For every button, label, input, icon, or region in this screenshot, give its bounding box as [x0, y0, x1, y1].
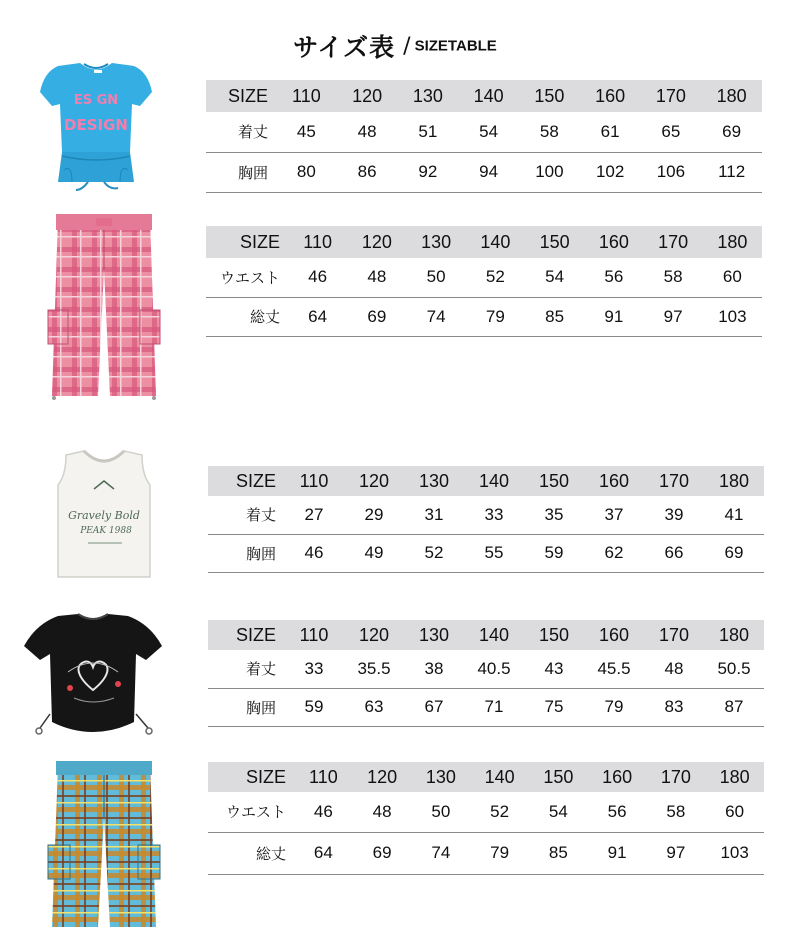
value-cell: 52 [470, 792, 529, 832]
value-cell: 37 [584, 496, 644, 534]
size-table-4 [208, 620, 764, 727]
value-cell: 54 [525, 258, 584, 297]
value-cell: 31 [404, 496, 464, 534]
value-cell: 46 [294, 792, 353, 832]
size-cell: 140 [458, 80, 519, 112]
size-cell: 180 [705, 762, 764, 792]
size-cell: 120 [353, 762, 412, 792]
size-header: SIZE [206, 80, 276, 112]
value-cell: 64 [288, 297, 347, 336]
size-cell: 130 [407, 226, 466, 258]
value-cell: 39 [644, 496, 704, 534]
value-cell: 56 [584, 258, 643, 297]
row-label: 胸囲 [208, 534, 284, 572]
value-cell: 112 [701, 152, 762, 192]
title-separator: / [403, 33, 411, 59]
table-row [206, 152, 762, 192]
value-cell: 48 [347, 258, 406, 297]
value-cell: 79 [584, 688, 644, 726]
blue-sleeveless-top-icon [32, 60, 160, 195]
size-cell: 110 [284, 466, 344, 496]
value-cell: 91 [588, 832, 647, 874]
value-cell: 69 [347, 297, 406, 336]
table-header-row [208, 466, 764, 496]
value-cell: 51 [398, 112, 459, 152]
black-heart-tshirt-icon [18, 610, 168, 745]
value-cell: 69 [353, 832, 412, 874]
size-cell: 180 [704, 620, 764, 650]
value-cell: 83 [644, 688, 704, 726]
value-cell: 38 [404, 650, 464, 688]
size-cell: 120 [344, 620, 404, 650]
size-cell: 170 [644, 226, 703, 258]
value-cell: 45.5 [584, 650, 644, 688]
value-cell: 60 [705, 792, 764, 832]
value-cell: 67 [404, 688, 464, 726]
value-cell: 58 [519, 112, 580, 152]
value-cell: 46 [288, 258, 347, 297]
size-cell: 140 [470, 762, 529, 792]
size-cell: 160 [584, 620, 644, 650]
tank-print-line1: Gravely Bold [68, 509, 140, 522]
value-cell: 48 [644, 650, 704, 688]
size-cell: 120 [337, 80, 398, 112]
value-cell: 50 [412, 792, 471, 832]
size-cell: 170 [647, 762, 706, 792]
value-cell: 94 [458, 152, 519, 192]
size-cell: 160 [584, 226, 643, 258]
top-print-line1: ES GN [73, 93, 119, 108]
size-header: SIZE [208, 620, 284, 650]
value-cell: 49 [344, 534, 404, 572]
size-cell: 160 [584, 466, 644, 496]
value-cell: 97 [647, 832, 706, 874]
size-header: SIZE [208, 762, 294, 792]
table-row [208, 832, 764, 874]
size-cell: 140 [464, 466, 524, 496]
value-cell: 92 [398, 152, 459, 192]
size-cell: 150 [524, 620, 584, 650]
value-cell: 97 [644, 297, 703, 336]
table-row [206, 258, 762, 297]
value-cell: 48 [353, 792, 412, 832]
row-label: 胸囲 [208, 688, 284, 726]
table-header-row [208, 620, 764, 650]
row-label: ウエスト [206, 258, 288, 297]
size-cell: 130 [404, 466, 464, 496]
value-cell: 59 [284, 688, 344, 726]
size-cell: 140 [466, 226, 525, 258]
value-cell: 85 [525, 297, 584, 336]
size-table-1 [206, 80, 762, 193]
size-cell: 110 [284, 620, 344, 650]
top-print-line2: DESIGN [64, 116, 128, 134]
size-cell: 150 [525, 226, 584, 258]
table-row [206, 297, 762, 336]
value-cell: 58 [644, 258, 703, 297]
value-cell: 74 [412, 832, 471, 874]
value-cell: 64 [294, 832, 353, 874]
value-cell: 46 [284, 534, 344, 572]
value-cell: 63 [344, 688, 404, 726]
title-en: SIZETABLE [414, 37, 497, 55]
value-cell: 79 [466, 297, 525, 336]
size-cell: 150 [529, 762, 588, 792]
value-cell: 103 [703, 297, 762, 336]
value-cell: 50 [407, 258, 466, 297]
value-cell: 75 [524, 688, 584, 726]
value-cell: 86 [337, 152, 398, 192]
value-cell: 48 [337, 112, 398, 152]
value-cell: 50.5 [704, 650, 764, 688]
size-cell: 170 [644, 620, 704, 650]
size-cell: 130 [412, 762, 471, 792]
value-cell: 56 [588, 792, 647, 832]
size-cell: 170 [644, 466, 704, 496]
title-ja: サイズ表 [293, 33, 396, 62]
row-label: ウエスト [208, 792, 294, 832]
value-cell: 59 [524, 534, 584, 572]
value-cell: 66 [644, 534, 704, 572]
table-header-row [208, 762, 764, 792]
row-label: 総丈 [208, 832, 294, 874]
value-cell: 33 [464, 496, 524, 534]
size-cell: 110 [288, 226, 347, 258]
size-table-3 [208, 466, 764, 573]
value-cell: 58 [647, 792, 706, 832]
value-cell: 29 [344, 496, 404, 534]
size-cell: 120 [347, 226, 406, 258]
table-row [208, 496, 764, 534]
value-cell: 106 [641, 152, 702, 192]
pink-plaid-cargo-pants-icon [44, 200, 164, 405]
size-cell: 180 [704, 466, 764, 496]
value-cell: 45 [276, 112, 337, 152]
value-cell: 55 [464, 534, 524, 572]
size-cell: 110 [276, 80, 337, 112]
table-row [206, 112, 762, 152]
tank-print-line2: PEAK 1988 [80, 526, 132, 536]
size-cell: 170 [641, 80, 702, 112]
table-row [208, 688, 764, 726]
value-cell: 27 [284, 496, 344, 534]
blue-plaid-cargo-pants-icon [44, 755, 164, 933]
size-cell: 120 [344, 466, 404, 496]
value-cell: 74 [407, 297, 466, 336]
size-cell: 140 [464, 620, 524, 650]
table-row [208, 650, 764, 688]
value-cell: 40.5 [464, 650, 524, 688]
row-label: 着丈 [208, 496, 284, 534]
value-cell: 87 [704, 688, 764, 726]
table-row [208, 534, 764, 572]
table-header-row [206, 80, 762, 112]
size-header: SIZE [208, 466, 284, 496]
table-row [208, 792, 764, 832]
value-cell: 62 [584, 534, 644, 572]
value-cell: 60 [703, 258, 762, 297]
value-cell: 43 [524, 650, 584, 688]
value-cell: 35 [524, 496, 584, 534]
table-header-row [206, 226, 762, 258]
value-cell: 33 [284, 650, 344, 688]
size-table-5 [208, 762, 764, 875]
value-cell: 52 [466, 258, 525, 297]
value-cell: 41 [704, 496, 764, 534]
page-title [0, 28, 790, 64]
size-cell: 180 [703, 226, 762, 258]
value-cell: 91 [584, 297, 643, 336]
size-cell: 130 [398, 80, 459, 112]
white-tank-top-icon [44, 445, 164, 585]
size-cell: 160 [588, 762, 647, 792]
value-cell: 71 [464, 688, 524, 726]
size-cell: 160 [580, 80, 641, 112]
value-cell: 54 [529, 792, 588, 832]
value-cell: 102 [580, 152, 641, 192]
size-table-2 [206, 226, 762, 337]
value-cell: 61 [580, 112, 641, 152]
value-cell: 54 [458, 112, 519, 152]
row-label: 胸囲 [206, 152, 276, 192]
size-cell: 150 [519, 80, 580, 112]
size-header: SIZE [206, 226, 288, 258]
value-cell: 65 [641, 112, 702, 152]
value-cell: 79 [470, 832, 529, 874]
value-cell: 80 [276, 152, 337, 192]
size-cell: 150 [524, 466, 584, 496]
value-cell: 35.5 [344, 650, 404, 688]
value-cell: 100 [519, 152, 580, 192]
value-cell: 52 [404, 534, 464, 572]
size-cell: 180 [701, 80, 762, 112]
row-label: 着丈 [206, 112, 276, 152]
value-cell: 103 [705, 832, 764, 874]
value-cell: 69 [704, 534, 764, 572]
size-cell: 110 [294, 762, 353, 792]
value-cell: 85 [529, 832, 588, 874]
row-label: 着丈 [208, 650, 284, 688]
value-cell: 69 [701, 112, 762, 152]
size-cell: 130 [404, 620, 464, 650]
row-label: 総丈 [206, 297, 288, 336]
